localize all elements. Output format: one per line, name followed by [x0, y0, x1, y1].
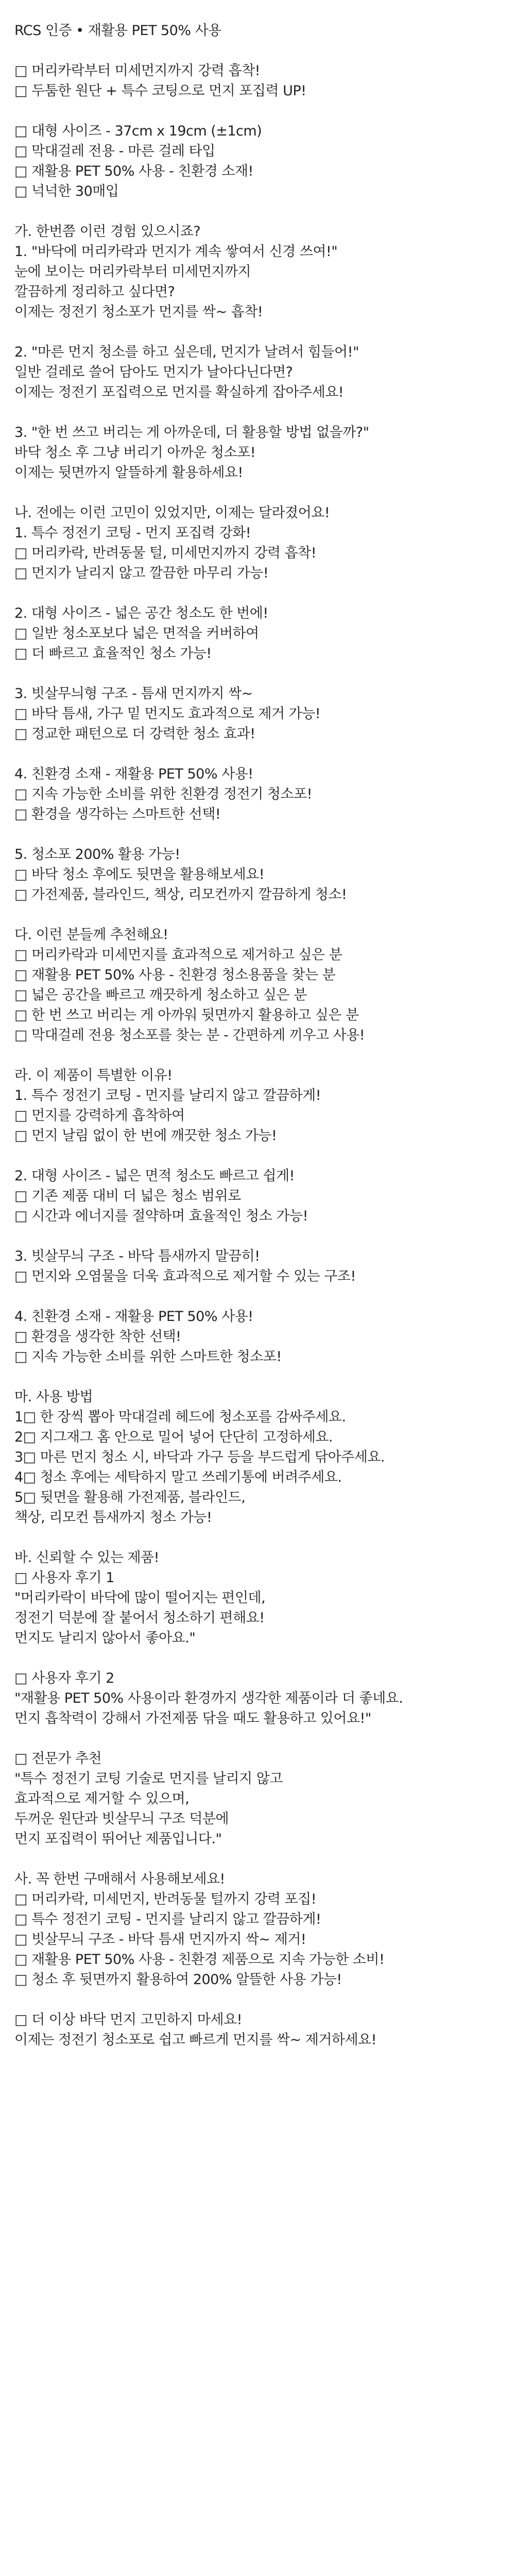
text-line: □ 지속 가능한 소비를 위한 스마트한 청소포! — [14, 1349, 282, 1365]
text-line: □ 대형 사이즈 - 37cm x 19cm (±1cm) — [14, 123, 262, 139]
text-line: □ 머리카락, 미세먼지, 반려동물 털까지 강력 포집! — [14, 1891, 317, 1907]
text-line: □ 사용자 후기 2 — [14, 1670, 114, 1686]
text-line: 이제는 정전기 청소포로 쉽고 빠르게 먼지를 싹~ 제거하세요! — [14, 2032, 376, 2048]
text-line: 2□ 지그재그 홈 안으로 밀어 넣어 단단히 고정하세요. — [14, 1429, 333, 1445]
text-line: 4. 친환경 소재 - 재활용 PET 50% 사용! — [14, 766, 253, 782]
text-line: 정전기 덕분에 잘 붙어서 청소하기 편해요! — [14, 1610, 265, 1626]
text-line: □ 전문가 추천 — [14, 1751, 102, 1767]
text-line: 1. 특수 정전기 코팅 - 먼지를 날리지 않고 깔끔하게! — [14, 1088, 321, 1104]
text-line: 가. 한번쯤 이런 경험 있으시죠? — [14, 224, 201, 240]
text-line: 3. 빗살무늬 구조 - 바닥 틈새까지 말끔히! — [14, 1248, 260, 1264]
text-line: 먼지 흡착력이 강해서 가전제품 닦을 때도 활용하고 있어요!" — [14, 1710, 371, 1726]
text-line: 1□ 한 장씩 뽑아 막대걸레 헤드에 청소포를 감싸주세요. — [14, 1409, 346, 1425]
text-line: "재활용 PET 50% 사용이라 환경까지 생각한 제품이라 더 좋네요. — [14, 1690, 403, 1706]
text-line: 바. 신뢰할 수 있는 제품! — [14, 1550, 159, 1566]
text-line: □ 한 번 쓰고 버리는 게 아까워 뒷면까지 활용하고 싶은 분 — [14, 1007, 359, 1023]
blank-line — [14, 1849, 515, 1869]
text-line: 책상, 리모컨 틈새까지 청소 가능! — [14, 1510, 212, 1526]
blank-line — [14, 583, 515, 603]
text-line: □ 일반 청소포보다 넓은 면적을 커버하여 — [14, 625, 259, 641]
text-line: RCS 인증 • 재활용 PET 50% 사용 — [14, 23, 221, 39]
text-line: □ 먼지와 오염물을 더욱 효과적으로 제거할 수 있는 구조! — [14, 1268, 356, 1284]
text-line: 2. "마른 먼지 청소를 하고 싶은데, 먼지가 날려서 힘들어!" — [14, 344, 359, 360]
blank-line — [14, 1367, 515, 1387]
blank-line — [14, 1286, 515, 1307]
text-line: 나. 전에는 이런 고민이 있었지만, 이제는 달라졌어요! — [14, 505, 330, 521]
text-line: 이제는 정전기 청소포가 먼지를 싹~ 흡착! — [14, 304, 263, 320]
text-line: 이제는 뒷면까지 알뜰하게 활용하세요! — [14, 465, 243, 481]
text-line: 5□ 뒷면을 활용해 가전제품, 블라인드, — [14, 1489, 246, 1505]
text-line: □ 청소 후 뒷면까지 활용하여 200% 알뜰한 사용 가능! — [14, 1972, 342, 1988]
text-line: 눈에 보이는 머리카락부터 미세먼지까지 — [14, 264, 251, 280]
blank-line — [14, 1045, 515, 1065]
text-line: □ 재활용 PET 50% 사용 - 친환경 제품으로 지속 가능한 소비! — [14, 1952, 385, 1968]
text-line: □ 넉넉한 30매입 — [14, 183, 119, 199]
text-line: □ 더 빠르고 효율적인 청소 가능! — [14, 646, 212, 662]
text-line: □ 지속 가능한 소비를 위한 친환경 정전기 청소포! — [14, 786, 312, 802]
blank-line — [14, 1648, 515, 1668]
text-line: □ 두툼한 원단 + 특수 코팅으로 먼지 포집력 UP! — [14, 83, 306, 99]
text-line: 일반 걸레로 쓸어 담아도 먼지가 날아다닌다면? — [14, 364, 293, 380]
text-line: 4. 친환경 소재 - 재활용 PET 50% 사용! — [14, 1309, 253, 1325]
text-line: 두꺼운 원단과 빗살무늬 구조 덕분에 — [14, 1811, 229, 1827]
text-line: □ 환경을 생각한 착한 선택! — [14, 1329, 181, 1345]
text-line: □ 시간과 에너지를 절약하며 효율적인 청소 가능! — [14, 1208, 308, 1224]
blank-line — [14, 402, 515, 422]
text-line: 1. 특수 정전기 코팅 - 먼지 포집력 강화! — [14, 525, 251, 541]
text-line: "특수 정전기 코팅 기술로 먼지를 날리지 않고 — [14, 1771, 283, 1787]
text-line: □ 가전제품, 블라인드, 책상, 리모컨까지 깔끔하게 청소! — [14, 887, 347, 903]
text-line: □ 더 이상 바닥 먼지 고민하지 마세요! — [14, 2012, 242, 2028]
text-line: 2. 대형 사이즈 - 넓은 공간 청소도 한 번에! — [14, 605, 268, 621]
blank-line — [14, 664, 515, 684]
text-line: □ 기존 제품 대비 더 넓은 청소 범위로 — [14, 1188, 241, 1204]
text-line: □ 넓은 공간을 빠르고 깨끗하게 청소하고 싶은 분 — [14, 987, 307, 1003]
blank-line — [14, 1990, 515, 2010]
text-line: 3. "한 번 쓰고 버리는 게 아까운데, 더 활용할 방법 없을까?" — [14, 425, 369, 440]
text-line: □ 먼지가 날리지 않고 깔끔한 마무리 가능! — [14, 565, 269, 581]
text-line: □ 재활용 PET 50% 사용 - 친환경 소재! — [14, 163, 253, 179]
text-line: 라. 이 제품이 특별한 이유! — [14, 1067, 173, 1083]
text-line: 5. 청소포 200% 활용 가능! — [14, 846, 180, 862]
blank-line — [14, 905, 515, 925]
blank-line — [14, 483, 515, 503]
blank-line — [14, 744, 515, 764]
text-line: 먼지 포집력이 뛰어난 제품입니다." — [14, 1831, 222, 1847]
text-line: 효과적으로 제거할 수 있으며, — [14, 1791, 190, 1807]
text-line: □ 막대걸레 전용 청소포를 찾는 분 - 간편하게 끼우고 사용! — [14, 1027, 365, 1043]
text-line: □ 막대걸레 전용 - 마른 걸레 타입 — [14, 143, 215, 159]
text-line: 사. 꼭 한번 구매해서 사용해보세요! — [14, 1871, 225, 1887]
text-line: □ 빗살무늬 구조 - 바닥 틈새 먼지까지 싹~ 제거! — [14, 1931, 306, 1947]
blank-line — [14, 1146, 515, 1166]
text-line: 2. 대형 사이즈 - 넓은 면적 청소도 빠르고 쉽게! — [14, 1168, 295, 1184]
text-line: 4□ 청소 후에는 세탁하지 말고 쓰레기통에 버려주세요. — [14, 1469, 342, 1485]
blank-line — [14, 1226, 515, 1246]
blank-line — [14, 41, 515, 61]
blank-line — [14, 1728, 515, 1749]
text-line: □ 특수 정전기 코팅 - 먼지를 날리지 않고 깔끔하게! — [14, 1911, 321, 1927]
blank-line — [14, 101, 515, 121]
text-line: 3. 빗살무늬형 구조 - 틈새 먼지까지 싹~ — [14, 686, 253, 702]
text-line: 먼지도 날리지 않아서 좋아요." — [14, 1630, 196, 1646]
text-line: 마. 사용 방법 — [14, 1389, 93, 1405]
text-line: 바닥 청소 후 그냥 버리기 아까운 청소포! — [14, 445, 256, 461]
text-line: 1. "바닥에 머리카락과 먼지가 계속 쌓여서 신경 쓰여!" — [14, 244, 338, 260]
blank-line — [14, 201, 515, 222]
text-line: 깔끔하게 정리하고 싶다면? — [14, 284, 175, 300]
text-line: □ 재활용 PET 50% 사용 - 친환경 청소용품을 찾는 분 — [14, 967, 336, 983]
text-line: □ 정교한 패턴으로 더 강력한 청소 효과! — [14, 726, 255, 742]
text-line: 이제는 정전기 포집력으로 먼지를 확실하게 잡아주세요! — [14, 384, 344, 400]
blank-line — [14, 322, 515, 342]
text-line: 3□ 마른 먼지 청소 시, 바닥과 가구 등을 부드럽게 닦아주세요. — [14, 1449, 385, 1465]
text-line: "머리카락이 바닥에 많이 떨어지는 편인데, — [14, 1590, 266, 1606]
text-line: □ 바닥 틈새, 가구 밑 먼지도 효과적으로 제거 가능! — [14, 706, 321, 722]
text-line: □ 바닥 청소 후에도 뒷면을 활용해보세요! — [14, 867, 265, 883]
text-line: □ 머리카락, 반려동물 털, 미세먼지까지 강력 흡착! — [14, 545, 317, 561]
text-line: □ 먼지 날림 없이 한 번에 깨끗한 청소 가능! — [14, 1128, 277, 1144]
blank-line — [14, 1528, 515, 1548]
blank-line — [14, 824, 515, 844]
text-line: 다. 이런 분들께 추천해요! — [14, 927, 168, 943]
text-line: □ 사용자 후기 1 — [14, 1570, 114, 1586]
text-line: □ 환경을 생각하는 스마트한 선택! — [14, 806, 221, 822]
text-line: □ 먼지를 강력하게 흡착하여 — [14, 1108, 185, 1124]
text-line: □ 머리카락부터 미세먼지까지 강력 흡착! — [14, 63, 260, 79]
text-line: □ 머리카락과 미세먼지를 효과적으로 제거하고 싶은 분 — [14, 947, 342, 963]
